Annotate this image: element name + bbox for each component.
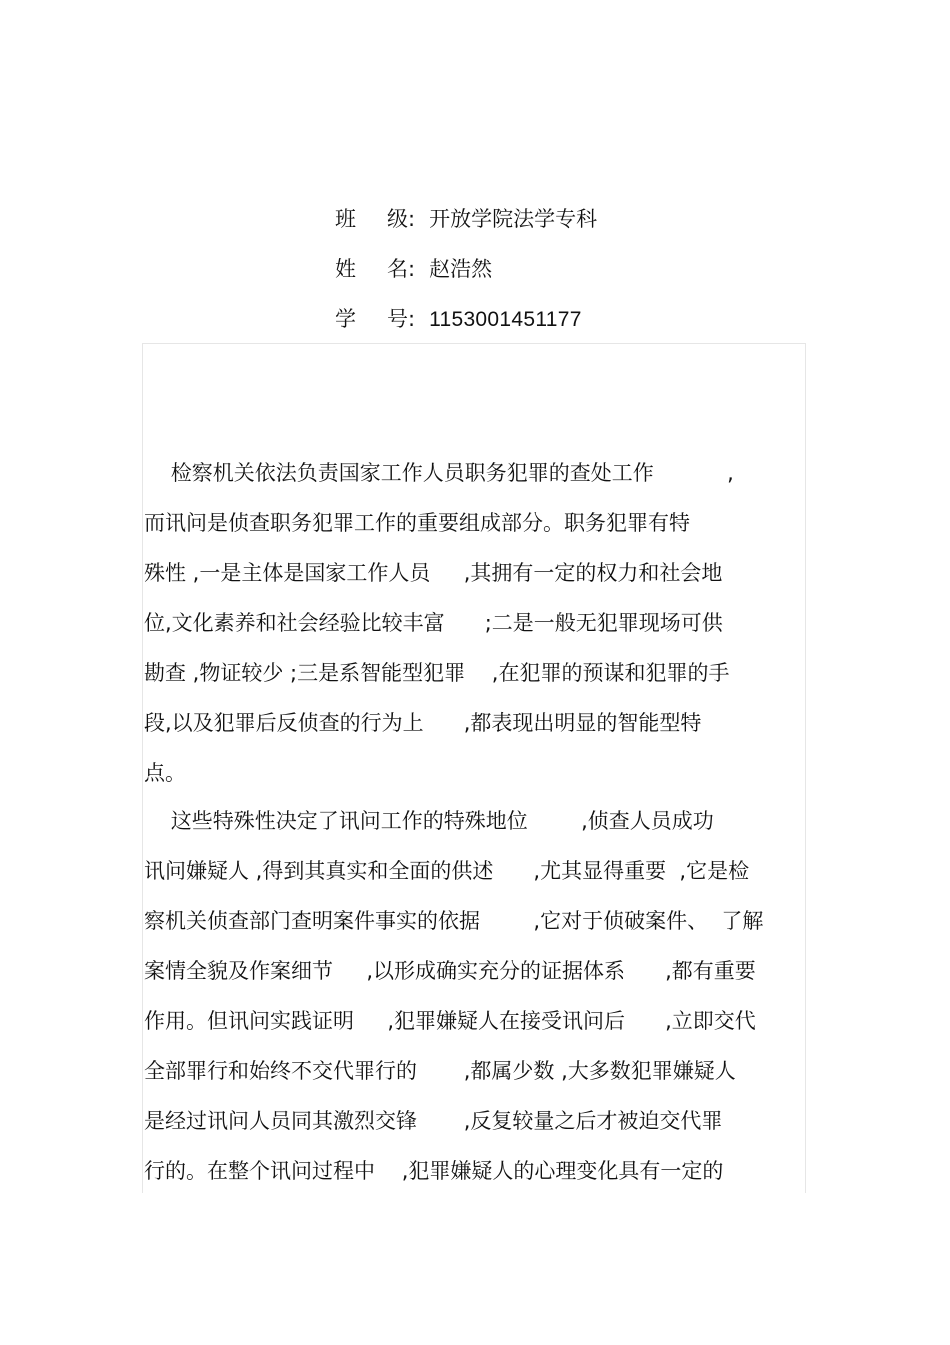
class-row bbox=[335, 204, 597, 234]
body-line: 位,文化素养和社会经验比较丰富 ;二是一般无犯罪现场可供 bbox=[144, 611, 723, 635]
body-line: 点。 bbox=[144, 761, 186, 785]
name-label-2: 名: bbox=[387, 257, 416, 281]
class-value: 开放学院法学专科 bbox=[429, 207, 598, 231]
body-line: 段,以及犯罪后反侦查的行为上 ,都表现出明显的智能型特 bbox=[144, 711, 702, 735]
student-id-row bbox=[335, 304, 582, 335]
body-line: 而讯问是侦查职务犯罪工作的重要组成部分。职务犯罪有特 bbox=[144, 511, 690, 535]
body-line: 全部罪行和始终不交代罪行的 ,都属少数 ,大多数犯罪嫌疑人 bbox=[144, 1059, 736, 1083]
student-id-value: 1153001451177 bbox=[429, 308, 582, 331]
body-line: 察机关侦查部门查明案件事实的依据 ,它对于侦破案件、 了解 bbox=[144, 909, 764, 933]
body-line: 讯问嫌疑人 ,得到其真实和全面的供述 ,尤其显得重要 ,它是检 bbox=[144, 859, 750, 883]
class-label-1: 班 bbox=[335, 207, 356, 231]
body-line: 检察机关依法负责国家工作人员职务犯罪的查处工作 , bbox=[144, 461, 734, 485]
id-label-2: 号: bbox=[387, 307, 416, 331]
body-line: 作用。但讯问实践证明 ,犯罪嫌疑人在接受讯问后 ,立即交代 bbox=[144, 1009, 756, 1033]
class-label-2: 级: bbox=[387, 207, 416, 231]
body-line: 是经过讯问人员同其激烈交锋 ,反复较量之后才被迫交代罪 bbox=[144, 1109, 723, 1133]
body-line: 这些特殊性决定了讯问工作的特殊地位 ,侦查人员成功 bbox=[144, 809, 714, 833]
name-row bbox=[335, 254, 492, 284]
body-line: 行的。在整个讯问过程中 ,犯罪嫌疑人的心理变化具有一定的 bbox=[144, 1159, 724, 1183]
name-value: 赵浩然 bbox=[429, 257, 493, 281]
id-label-1: 学 bbox=[335, 307, 356, 331]
body-line: 案情全貌及作案细节 ,以形成确实充分的证据体系 ,都有重要 bbox=[144, 959, 756, 983]
name-label-1: 姓 bbox=[335, 257, 356, 281]
body-line: 殊性 ,一是主体是国家工作人员 ,其拥有一定的权力和社会地 bbox=[144, 561, 723, 585]
body-line: 勘查 ,物证较少 ;三是系智能型犯罪 ,在犯罪的预谋和犯罪的手 bbox=[144, 661, 730, 685]
